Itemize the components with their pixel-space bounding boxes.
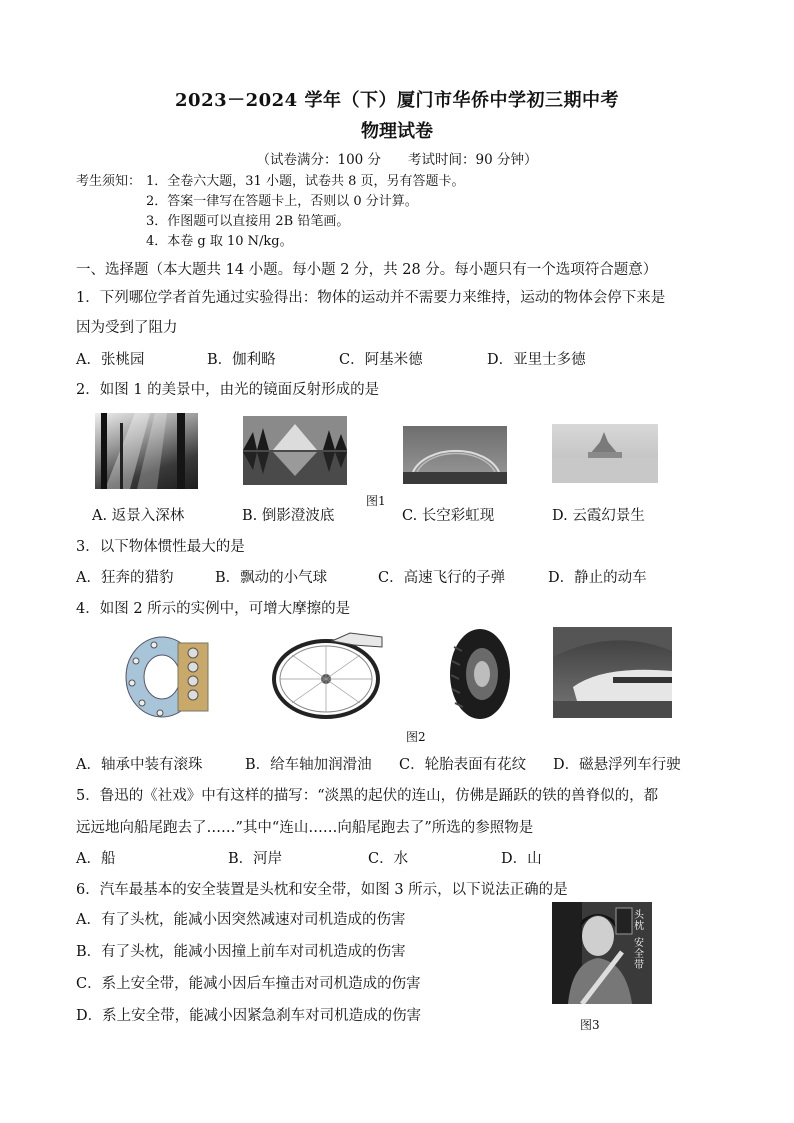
figure-2-caption: 图2 [406,730,426,744]
driver-seatbelt-photo [552,902,652,1004]
ball-bearing-image [122,633,214,721]
question-4-text: 4．如图 2 所示的实例中，可增大摩擦的是 [76,601,351,617]
notice-item: 4．本卷 g 取 10 N/kg。 [146,234,293,249]
seatbelt-label: 安全带 [634,938,644,971]
figure-3-caption: 图3 [580,1018,600,1032]
question-3-text: 3．以下物体惯性最大的是 [76,539,245,555]
figure-1-caption: 图1 [366,494,386,508]
q2-option-d: D. 云霞幻景生 [552,508,645,524]
notice-label: 考生须知： [76,174,142,189]
q1-option-c: C．阿基米德 [339,352,423,368]
q3-option-d: D．静止的动车 [548,570,647,586]
mirage-castle-photo [552,424,658,483]
notice-item: 2．答案一律写在答题卡上，否则以 0 分计算。 [146,194,418,209]
q6-option-b: B．有了头枕，能减小因撞上前车对司机造成的伤害 [76,944,406,960]
exam-title: 2023－2024 学年（下）厦门市华侨中学初三期中考 [175,90,619,111]
question-1-text-cont: 因为受到了阻力 [76,320,178,336]
q4-option-a: A．轴承中装有滚珠 [76,757,203,773]
q3-option-c: C．高速飞行的子弹 [378,570,506,586]
forest-sunbeam-photo [95,413,198,489]
q2-option-c: C. 长空彩虹现 [402,508,495,524]
q5-option-d: D．山 [501,851,542,867]
q6-option-d: D．系上安全带，能减小因紧急刹车对司机造成的伤害 [76,1008,422,1024]
question-6-text: 6．汽车最基本的安全装置是头枕和安全带，如图 3 所示，以下说法正确的是 [76,882,568,898]
q6-option-c: C．系上安全带，能减小因后车撞击对司机造成的伤害 [76,976,421,992]
q3-option-b: B．飘动的小气球 [215,570,328,586]
q5-option-b: B．河岸 [228,851,283,867]
headrest-label: 头枕 [634,910,644,932]
tire-tread-image [448,627,513,721]
q2-option-a: A. 返景入深林 [92,508,185,524]
exam-subtitle: 物理试卷 [361,121,433,142]
maglev-train-photo [553,627,672,718]
q5-option-c: C．水 [368,851,409,867]
q1-option-d: D．亚里士多德 [487,352,586,368]
q4-option-b: B．给车轴加润滑油 [245,757,372,773]
bicycle-wheel-oil-image [270,627,383,720]
question-5-text-cont: 远远地向船尾跑去了……”其中“连山……向船尾跑去了”所选的参照物是 [76,820,534,836]
q2-option-b: B. 倒影澄波底 [242,508,335,524]
q1-option-b: B．伽利略 [207,352,276,368]
rainbow-photo [403,426,507,484]
q1-option-a: A．张桃园 [76,352,145,368]
q4-option-d: D．磁悬浮列车行驶 [553,757,681,773]
question-5-text: 5．鲁迅的《社戏》中有这样的描写：“淡黑的起伏的连山，仿佛是踊跃的铁的兽脊似的，都 [76,788,659,804]
q4-option-c: C．轮胎表面有花纹 [399,757,527,773]
q3-option-a: A．狂奔的猎豹 [76,570,174,586]
question-2-text: 2．如图 1 的美景中，由光的镜面反射形成的是 [76,382,380,398]
q5-option-a: A．船 [76,851,116,867]
notice-item: 1．全卷六大题，31 小题，试卷共 8 页，另有答题卡。 [146,174,465,189]
notice-item: 3．作图题可以直接用 2B 铅笔画。 [146,214,350,229]
question-1-text: 1．下列哪位学者首先通过实验得出：物体的运动并不需要力来维持，运动的物体会停下来是 [76,290,666,306]
mountain-reflection-photo [243,416,347,485]
q6-option-a: A．有了头枕，能减小因突然减速对司机造成的伤害 [76,912,406,928]
section-heading: 一、选择题（本大题共 14 小题。每小题 2 分，共 28 分。每小题只有一个选项符合题意） [76,262,658,278]
exam-meta: （试卷满分：100 分 考试时间：90 分钟） [256,152,538,168]
